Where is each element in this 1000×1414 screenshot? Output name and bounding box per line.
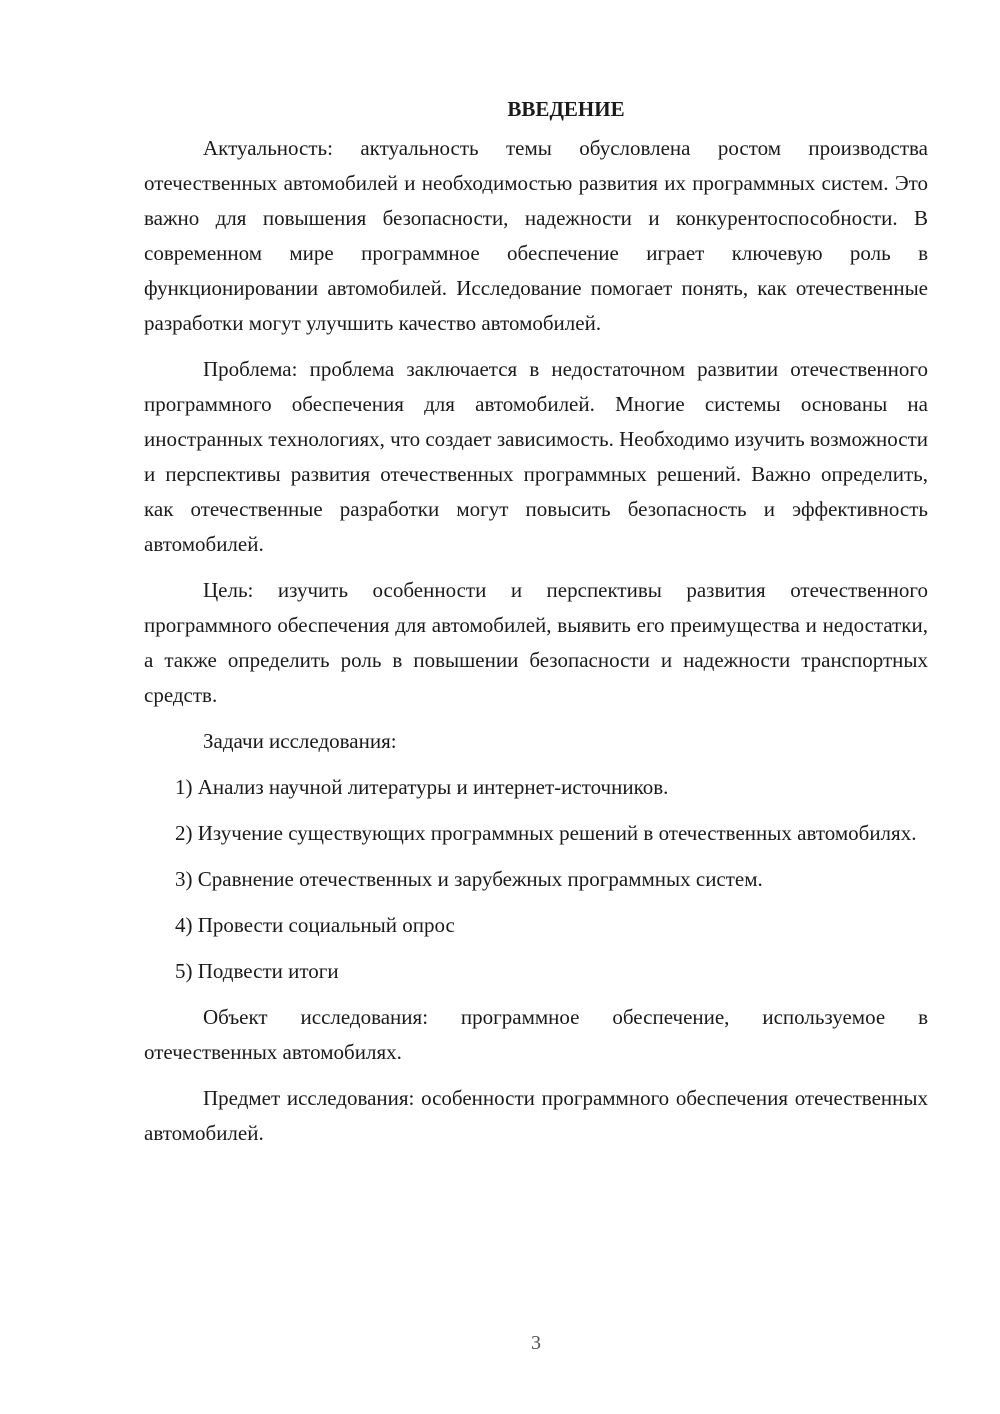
task-item-3: 3) Сравнение отечественных и зарубежных программных систем.: [175, 867, 763, 891]
task-item-5: 5) Подвести итоги: [175, 959, 339, 983]
paragraph-goal: Цель: изучить особенности и перспективы развития отечественного программного обеспечения для автомобилей, выявить его преимущества и недостатки, а также определить роль в повышении безопасности и надежности транспортных средств.: [144, 578, 928, 707]
paragraph-problem: Проблема: проблема заключается в недостаточном развитии отечественного программного обеспечения для автомобилей. Многие системы основаны на иностранных технологиях, что создает зависимость. Необходимо изучить возможности и перспективы развития отечественных программных решений. Важно определить, как отечественные разработки могут повысить безопасность и эффективность автомобилей.: [144, 357, 928, 556]
task-item-4: 4) Провести социальный опрос: [175, 913, 455, 937]
document-page: [144, 92, 928, 1162]
task-item-1: 1) Анализ научной литературы и интернет-источников.: [175, 775, 669, 799]
page-title: ВВЕДЕНИЕ: [507, 97, 625, 121]
paragraph-object: Объект исследования: программное обеспечение, используемое в отечественных автомобилях.: [144, 1005, 928, 1064]
task-item-2: 2) Изучение существующих программных решений в отечественных автомобилях.: [175, 821, 917, 845]
tasks-heading: Задачи исследования:: [203, 729, 397, 753]
paragraph-subject: Предмет исследования: особенности программного обеспечения отечественных автомобилей.: [144, 1086, 928, 1145]
page-number: 3: [531, 1332, 541, 1354]
paragraph-relevance: Актуальность: актуальность темы обусловлена ростом производства отечественных автомобилей и необходимостью развития их программных систем. Это важно для повышения безопасности, надежности и конкурентоспособности. В современном мире программное обеспечение играет ключевую роль в функционировании автомобилей. Исследование помогает понять, как отечественные разработки могут улучшить качество автомобилей.: [144, 136, 928, 335]
